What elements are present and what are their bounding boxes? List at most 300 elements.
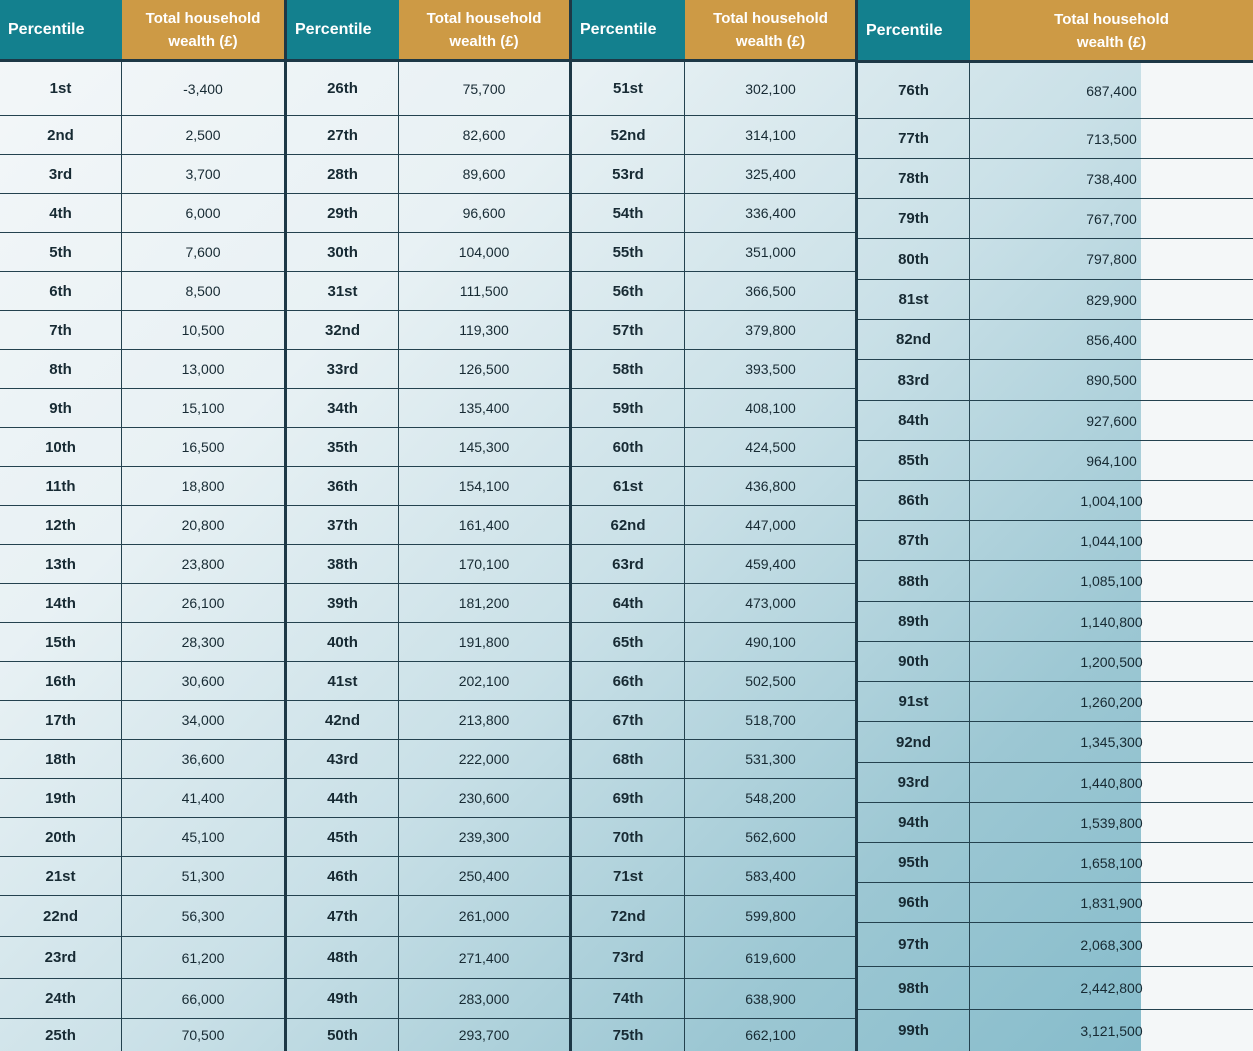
table-row xyxy=(287,233,569,272)
wealth-cell: 1,539,800 xyxy=(1080,814,1143,831)
table-column-group-1 xyxy=(0,0,284,1051)
table-row xyxy=(572,62,856,116)
percentile-cell: 70th xyxy=(572,818,685,856)
wealth-cell: 325,400 xyxy=(745,166,796,182)
wealth-cell: 10,500 xyxy=(181,322,225,338)
wealth-cell: 829,900 xyxy=(1086,291,1137,308)
table-row xyxy=(287,662,569,701)
percentile-cell: 2nd xyxy=(0,116,122,154)
table-row xyxy=(572,979,856,1019)
wealth-cell: 548,200 xyxy=(745,790,796,806)
percentile-cell: 74th xyxy=(572,979,685,1018)
percentile-cell: 83rd xyxy=(858,360,970,400)
wealth-cell: 222,000 xyxy=(458,751,510,767)
wealth-cell: 687,400 xyxy=(1086,82,1137,99)
wealth-cell: 181,200 xyxy=(458,595,510,611)
wealth-cell: 302,100 xyxy=(745,80,796,97)
percentile-cell: 53rd xyxy=(572,155,685,193)
table-row xyxy=(858,481,1253,521)
table-row xyxy=(0,662,284,701)
percentile-cell: 42nd xyxy=(287,701,399,739)
table-row xyxy=(287,467,569,506)
table-row xyxy=(0,389,284,428)
percentile-cell: 49th xyxy=(287,979,399,1018)
table-row xyxy=(858,642,1253,682)
percentile-cell: 62nd xyxy=(572,506,685,544)
percentile-cell: 5th xyxy=(0,233,122,271)
percentile-cell: 52nd xyxy=(572,116,685,154)
percentile-cell: 32nd xyxy=(287,311,399,349)
wealth-cell: 202,100 xyxy=(458,673,510,689)
percentile-cell: 55th xyxy=(572,233,685,271)
wealth-cell: 66,000 xyxy=(181,990,225,1007)
wealth-cell: 283,000 xyxy=(458,990,510,1007)
percentile-cell: 57th xyxy=(572,311,685,349)
table-row xyxy=(287,155,569,194)
table-row xyxy=(287,1019,569,1051)
percentile-cell: 64th xyxy=(572,584,685,622)
table-row xyxy=(0,779,284,818)
wealth-cell: 583,400 xyxy=(745,868,796,884)
table-row xyxy=(0,155,284,194)
wealth-cell: 447,000 xyxy=(745,517,796,533)
wealth-cell: 56,300 xyxy=(181,908,225,924)
table-row xyxy=(287,389,569,428)
percentile-cell: 80th xyxy=(858,239,970,279)
percentile-cell: 26th xyxy=(287,62,399,115)
table-row xyxy=(572,350,856,389)
table-row xyxy=(572,584,856,623)
wealth-cell: 502,500 xyxy=(745,673,796,689)
wealth-cell: 351,000 xyxy=(745,244,796,260)
table-row xyxy=(0,350,284,389)
percentile-cell: 94th xyxy=(858,803,970,842)
wealth-cell: 8,500 xyxy=(185,283,221,299)
wealth-cell: 26,100 xyxy=(181,595,225,611)
wealth-cell: 619,600 xyxy=(745,949,796,966)
wealth-cell: 23,800 xyxy=(181,556,225,572)
wealth-cell: 1,044,100 xyxy=(1080,532,1143,549)
percentile-cell: 45th xyxy=(287,818,399,856)
percentile-cell: 56th xyxy=(572,272,685,310)
table-row xyxy=(287,623,569,662)
wealth-cell: 408,100 xyxy=(745,400,796,416)
percentile-cell: 29th xyxy=(287,194,399,232)
wealth-cell: 13,000 xyxy=(181,361,225,377)
percentile-cell: 51st xyxy=(572,62,685,115)
wealth-cell: 1,658,100 xyxy=(1080,854,1143,871)
table-row xyxy=(0,584,284,623)
wealth-cell: 3,121,500 xyxy=(1080,1022,1143,1039)
table-row xyxy=(572,506,856,545)
wealth-cell: 1,260,200 xyxy=(1080,693,1143,710)
percentile-cell: 75th xyxy=(572,1019,685,1051)
percentile-cell: 7th xyxy=(0,311,122,349)
wealth-cell: 293,700 xyxy=(458,1027,510,1043)
table-row xyxy=(858,803,1253,843)
percentile-cell: 10th xyxy=(0,428,122,466)
percentile-cell: 4th xyxy=(0,194,122,232)
table-row xyxy=(0,194,284,233)
percentile-cell: 9th xyxy=(0,389,122,427)
wealth-cell: 459,400 xyxy=(745,556,796,572)
column-group-divider xyxy=(569,0,572,1051)
percentile-cell: 35th xyxy=(287,428,399,466)
wealth-cell: 41,400 xyxy=(181,790,225,806)
wealth-cell: 713,500 xyxy=(1086,130,1137,147)
wealth-cell: 7,600 xyxy=(185,244,221,260)
percentile-cell: 36th xyxy=(287,467,399,505)
percentile-cell: 76th xyxy=(858,63,970,118)
wealth-cell: 379,800 xyxy=(745,322,796,338)
wealth-cell: 2,442,800 xyxy=(1080,980,1143,996)
percentile-cell: 18th xyxy=(0,740,122,778)
table-row xyxy=(858,401,1253,441)
table-row xyxy=(572,857,856,896)
percentile-cell: 16th xyxy=(0,662,122,700)
wealth-cell: 15,100 xyxy=(181,400,225,416)
table-row xyxy=(572,701,856,740)
table-row xyxy=(572,194,856,233)
wealth-column-header: Total household wealth (£) xyxy=(399,0,569,60)
wealth-cell: 119,300 xyxy=(459,322,509,338)
table-row xyxy=(572,428,856,467)
table-row xyxy=(287,740,569,779)
percentile-cell: 12th xyxy=(0,506,122,544)
percentile-cell: 98th xyxy=(858,967,970,1009)
percentile-cell: 24th xyxy=(0,979,122,1018)
wealth-cell: 45,100 xyxy=(181,829,225,845)
table-row xyxy=(0,937,284,979)
percentile-cell: 44th xyxy=(287,779,399,817)
percentile-cell: 58th xyxy=(572,350,685,388)
table-row xyxy=(572,937,856,979)
table-row xyxy=(572,818,856,857)
column-group-divider xyxy=(284,0,287,1051)
table-row xyxy=(858,360,1253,401)
percentile-cell: 54th xyxy=(572,194,685,232)
percentile-cell: 88th xyxy=(858,561,970,601)
table-row xyxy=(287,584,569,623)
percentile-cell: 14th xyxy=(0,584,122,622)
percentile-cell: 67th xyxy=(572,701,685,739)
wealth-cell: 490,100 xyxy=(745,634,796,650)
wealth-column-header: Total household wealth (£) xyxy=(122,0,284,60)
table-row xyxy=(287,272,569,311)
percentile-cell: 91st xyxy=(858,682,970,721)
wealth-cell: 964,100 xyxy=(1086,452,1137,469)
percentile-column-header: Percentile xyxy=(0,0,122,60)
table-row xyxy=(287,857,569,896)
table-row xyxy=(858,967,1253,1010)
table-row xyxy=(287,779,569,818)
percentile-cell: 3rd xyxy=(0,155,122,193)
percentile-cell: 61st xyxy=(572,467,685,505)
table-row xyxy=(572,311,856,350)
wealth-cell: 1,140,800 xyxy=(1080,613,1143,630)
table-row xyxy=(572,896,856,937)
percentile-cell: 48th xyxy=(287,937,399,978)
table-row xyxy=(858,883,1253,923)
wealth-cell: 239,300 xyxy=(458,829,510,845)
table-row xyxy=(0,233,284,272)
wealth-cell: 61,200 xyxy=(181,949,225,966)
percentile-cell: 65th xyxy=(572,623,685,661)
table-row xyxy=(858,763,1253,803)
table-row xyxy=(0,311,284,350)
wealth-cell: 1,004,100 xyxy=(1080,492,1143,509)
wealth-cell: 927,600 xyxy=(1086,412,1137,429)
table-row xyxy=(572,779,856,818)
table-row xyxy=(572,467,856,506)
percentile-column-header: Percentile xyxy=(858,0,970,61)
percentile-cell: 71st xyxy=(572,857,685,895)
percentile-cell: 60th xyxy=(572,428,685,466)
percentile-cell: 90th xyxy=(858,642,970,681)
table-row xyxy=(858,239,1253,280)
wealth-column-header: Total household wealth (£) xyxy=(685,0,856,60)
wealth-cell: 51,300 xyxy=(181,868,225,884)
wealth-cell: 662,100 xyxy=(745,1027,796,1043)
table-row xyxy=(0,979,284,1019)
percentile-cell: 84th xyxy=(858,401,970,440)
wealth-cell: 1,831,900 xyxy=(1080,894,1143,911)
wealth-cell: 18,800 xyxy=(181,478,225,494)
table-row xyxy=(858,320,1253,360)
wealth-cell: 797,800 xyxy=(1086,251,1137,267)
table-row xyxy=(572,623,856,662)
percentile-cell: 46th xyxy=(287,857,399,895)
table-row xyxy=(287,701,569,740)
percentile-cell: 79th xyxy=(858,199,970,238)
wealth-cell: 1,440,800 xyxy=(1080,774,1143,791)
percentile-cell: 93rd xyxy=(858,763,970,802)
wealth-cell: 145,300 xyxy=(458,439,510,455)
wealth-cell: 3,700 xyxy=(185,166,221,182)
percentile-cell: 72nd xyxy=(572,896,685,936)
table-row xyxy=(858,561,1253,602)
table-row xyxy=(572,662,856,701)
wealth-cell: 70,500 xyxy=(181,1027,225,1043)
percentile-cell: 47th xyxy=(287,896,399,936)
table-row xyxy=(287,62,569,116)
percentile-cell: 19th xyxy=(0,779,122,817)
percentile-cell: 1st xyxy=(0,62,122,115)
wealth-cell: 82,600 xyxy=(462,127,506,143)
wealth-cell: 213,800 xyxy=(458,712,510,728)
percentile-cell: 17th xyxy=(0,701,122,739)
table-row xyxy=(0,740,284,779)
percentile-cell: 34th xyxy=(287,389,399,427)
wealth-cell: 104,000 xyxy=(458,244,510,260)
percentile-cell: 23rd xyxy=(0,937,122,978)
percentile-column-header: Percentile xyxy=(572,0,685,60)
percentile-cell: 27th xyxy=(287,116,399,154)
wealth-cell: 856,400 xyxy=(1086,331,1137,348)
table-row xyxy=(0,506,284,545)
percentile-cell: 8th xyxy=(0,350,122,388)
table-row xyxy=(858,1010,1253,1051)
table-row xyxy=(858,923,1253,967)
table-row xyxy=(858,843,1253,883)
table-row xyxy=(572,272,856,311)
wealth-cell: 531,300 xyxy=(745,751,796,767)
table-row xyxy=(858,280,1253,320)
table-row xyxy=(287,896,569,937)
percentile-cell: 81st xyxy=(858,280,970,319)
table-row xyxy=(287,311,569,350)
percentile-cell: 87th xyxy=(858,521,970,560)
percentile-cell: 30th xyxy=(287,233,399,271)
wealth-cell: 20,800 xyxy=(181,517,225,533)
percentile-cell: 22nd xyxy=(0,896,122,936)
percentile-cell: 6th xyxy=(0,272,122,310)
table-row xyxy=(572,233,856,272)
wealth-cell: 250,400 xyxy=(458,868,510,884)
table-row xyxy=(287,818,569,857)
table-row xyxy=(572,545,856,584)
table-row xyxy=(572,389,856,428)
wealth-cell: 126,500 xyxy=(458,361,510,377)
wealth-cell: 366,500 xyxy=(745,283,796,299)
table-row xyxy=(858,441,1253,481)
percentile-cell: 63rd xyxy=(572,545,685,583)
wealth-cell: 28,300 xyxy=(181,634,225,650)
percentile-cell: 86th xyxy=(858,481,970,520)
wealth-column-header: Total household wealth (£) xyxy=(970,0,1253,61)
percentile-cell: 78th xyxy=(858,159,970,198)
percentile-cell: 40th xyxy=(287,623,399,661)
wealth-cell: 154,100 xyxy=(458,478,510,494)
percentile-cell: 21st xyxy=(0,857,122,895)
wealth-cell: -3,400 xyxy=(183,80,223,97)
percentile-cell: 38th xyxy=(287,545,399,583)
percentile-cell: 11th xyxy=(0,467,122,505)
wealth-cell: 191,800 xyxy=(458,634,510,650)
wealth-cell: 170,100 xyxy=(458,556,510,572)
wealth-cell: 336,400 xyxy=(745,205,796,221)
wealth-cell: 436,800 xyxy=(745,478,796,494)
percentile-cell: 15th xyxy=(0,623,122,661)
wealth-cell: 30,600 xyxy=(181,673,225,689)
wealth-cell: 1,085,100 xyxy=(1080,573,1143,589)
table-row xyxy=(287,116,569,155)
table-row xyxy=(0,896,284,937)
percentile-cell: 95th xyxy=(858,843,970,882)
table-column-group-3 xyxy=(572,0,856,1051)
percentile-cell: 43rd xyxy=(287,740,399,778)
percentile-cell: 73rd xyxy=(572,937,685,978)
table-row xyxy=(0,857,284,896)
table-row xyxy=(0,1019,284,1051)
percentile-cell: 20th xyxy=(0,818,122,856)
percentile-cell: 68th xyxy=(572,740,685,778)
table-row xyxy=(858,602,1253,642)
wealth-cell: 34,000 xyxy=(181,712,225,728)
percentile-cell: 85th xyxy=(858,441,970,480)
percentile-cell: 33rd xyxy=(287,350,399,388)
table-row xyxy=(287,979,569,1019)
table-row xyxy=(0,62,284,116)
table-row xyxy=(858,199,1253,239)
wealth-cell: 599,800 xyxy=(745,908,796,924)
table-row xyxy=(572,1019,856,1051)
percentile-cell: 77th xyxy=(858,119,970,158)
percentile-cell: 99th xyxy=(858,1010,970,1051)
table-row xyxy=(287,350,569,389)
table-row xyxy=(858,722,1253,763)
percentile-cell: 89th xyxy=(858,602,970,641)
table-row xyxy=(0,467,284,506)
table-row xyxy=(572,155,856,194)
wealth-cell: 738,400 xyxy=(1086,170,1137,187)
table-row xyxy=(0,545,284,584)
percentile-cell: 69th xyxy=(572,779,685,817)
table-row xyxy=(0,701,284,740)
table-column-group-4 xyxy=(858,0,1253,1051)
table-row xyxy=(0,272,284,311)
percentile-cell: 96th xyxy=(858,883,970,922)
wealth-cell: 393,500 xyxy=(745,361,796,377)
percentile-cell: 82nd xyxy=(858,320,970,359)
table-row xyxy=(287,194,569,233)
table-row xyxy=(858,63,1253,119)
wealth-cell: 1,200,500 xyxy=(1080,653,1143,670)
wealth-cell: 111,500 xyxy=(459,283,509,299)
table-column-group-2 xyxy=(287,0,569,1051)
percentile-cell: 97th xyxy=(858,923,970,966)
wealth-cell: 261,000 xyxy=(458,908,510,924)
table-row xyxy=(0,623,284,662)
percentile-cell: 92nd xyxy=(858,722,970,762)
wealth-cell: 135,400 xyxy=(458,400,510,416)
table-row xyxy=(858,119,1253,159)
wealth-cell: 473,000 xyxy=(745,595,796,611)
wealth-cell: 271,400 xyxy=(458,949,510,966)
wealth-cell: 890,500 xyxy=(1086,372,1137,388)
wealth-cell: 161,400 xyxy=(458,517,510,533)
wealth-cell: 75,700 xyxy=(462,80,506,97)
table-row xyxy=(0,116,284,155)
table-row xyxy=(0,428,284,467)
percentile-cell: 28th xyxy=(287,155,399,193)
wealth-cell: 562,600 xyxy=(745,829,796,845)
wealth-cell: 6,000 xyxy=(185,205,221,221)
table-row xyxy=(0,818,284,857)
percentile-cell: 59th xyxy=(572,389,685,427)
column-group-divider xyxy=(855,0,858,1051)
table-row xyxy=(287,428,569,467)
percentile-cell: 37th xyxy=(287,506,399,544)
table-row xyxy=(572,740,856,779)
wealth-cell: 518,700 xyxy=(745,712,796,728)
table-row xyxy=(858,159,1253,199)
table-row xyxy=(858,521,1253,561)
wealth-cell: 1,345,300 xyxy=(1080,734,1143,750)
percentile-cell: 25th xyxy=(0,1019,122,1051)
wealth-cell: 89,600 xyxy=(462,166,506,182)
wealth-cell: 16,500 xyxy=(181,439,225,455)
percentile-cell: 41st xyxy=(287,662,399,700)
table-row xyxy=(572,116,856,155)
table-row xyxy=(858,682,1253,722)
wealth-cell: 96,600 xyxy=(462,205,506,221)
percentile-cell: 13th xyxy=(0,545,122,583)
wealth-cell: 36,600 xyxy=(181,751,225,767)
wealth-cell: 2,068,300 xyxy=(1080,936,1143,953)
percentile-cell: 31st xyxy=(287,272,399,310)
percentile-cell: 66th xyxy=(572,662,685,700)
